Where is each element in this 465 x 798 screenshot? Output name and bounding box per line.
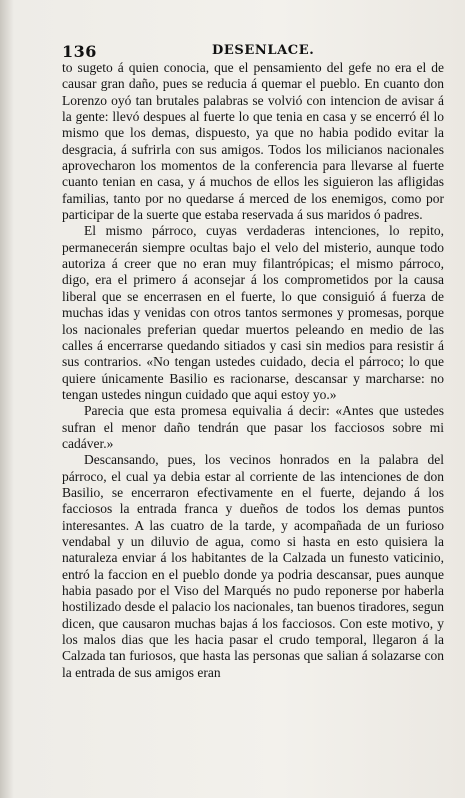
page-number: 136 xyxy=(62,42,97,61)
page-header xyxy=(62,42,422,62)
running-title: DESENLACE. xyxy=(212,43,315,58)
paragraph-4: Descansando, pues, los vecinos honrados en la palabra del párroco, el cual ya debia estar al corriente de las intenciones de don Basilio, se encerraron efectivamente en el fuerte, dejando á los facciosos la entrada franca y dueños de todos los demas puntos interesantes. A las cuatro de la tarde, y acompañada de un furioso vendabal y un diluvio de agua, como si hasta en esto quisiera la naturaleza enviar á los habitantes de la Calzada un funesto vaticinio, entró la faccion en el pueblo donde ya podria descansar, pues aunque habia pasado por el Viso del Marqués no pudo reponerse por haberla hostilizado desde el palacio los nacionales, tan buenos tiradores, segun dicen, que causaron muchas bajas á los facciosos. Con este motivo, y los malos dias que les hacia pasar el crudo temporal, llegaron á la Calzada tan furiosos, que hasta las personas que salian á solazarse con la entrada de sus amigos eran xyxy=(62,452,445,680)
paragraph-1: to sugeto á quien conocia, que el pensamiento del gefe no era el de causar gran daño, pues se reducia á quemar el pueblo. En cuanto don Lorenzo oyó tan brutales palabras se volvió con intencion de avisar á la gente: llevó despues al fuerte lo que tenia en casa y se encerró él lo mismo que los demas, dispuesto, ya que no habia podido evitar la desgracia, á sufrirla con sus amigos. Todos los milicianos nacionales aprovecharon los momentos de la conferencia para llevarse al fuerte cuanto tenian en casa, y á muchos de ellos les siguieron las afligidas familias, tanto por no quedarse á merced de los enemigos, como por participar de la suerte que estaba reservada á sus maridos ó padres. xyxy=(62,60,444,223)
paragraph-2: El mismo párroco, cuyas verdaderas intenciones, lo repito, permanecerán siempre ocultas bajo el velo del misterio, aunque todo autoriza á creer que no eran muy filantrópicas; el mismo párroco, digo, era el primero á aconsejar á los comprometidos por la causa liberal que se encerrasen en el fuerte, lo que consiguió á fuerza de muchas idas y venidas con otros tantos sermones y promesas, porque los nacionales preferian quedar muertos peleando en medio de las calles á encerrarse quedando sitiados y casi sin medios para resistir á sus contrarios. «No tengan ustedes cuidado, decia el párroco; lo que quiere únicamente Basilio es racionarse, descansar y marcharse: no tengan ustedes ningun cuidado que aqui estoy yo.» xyxy=(62,223,444,402)
paragraph-3: Parecia que esta promesa equivalia á decir: «Antes que ustedes sufran el menor daño tendrán que pasar los facciosos sobre mi cadáver.» xyxy=(62,403,444,451)
body-text xyxy=(62,60,444,681)
